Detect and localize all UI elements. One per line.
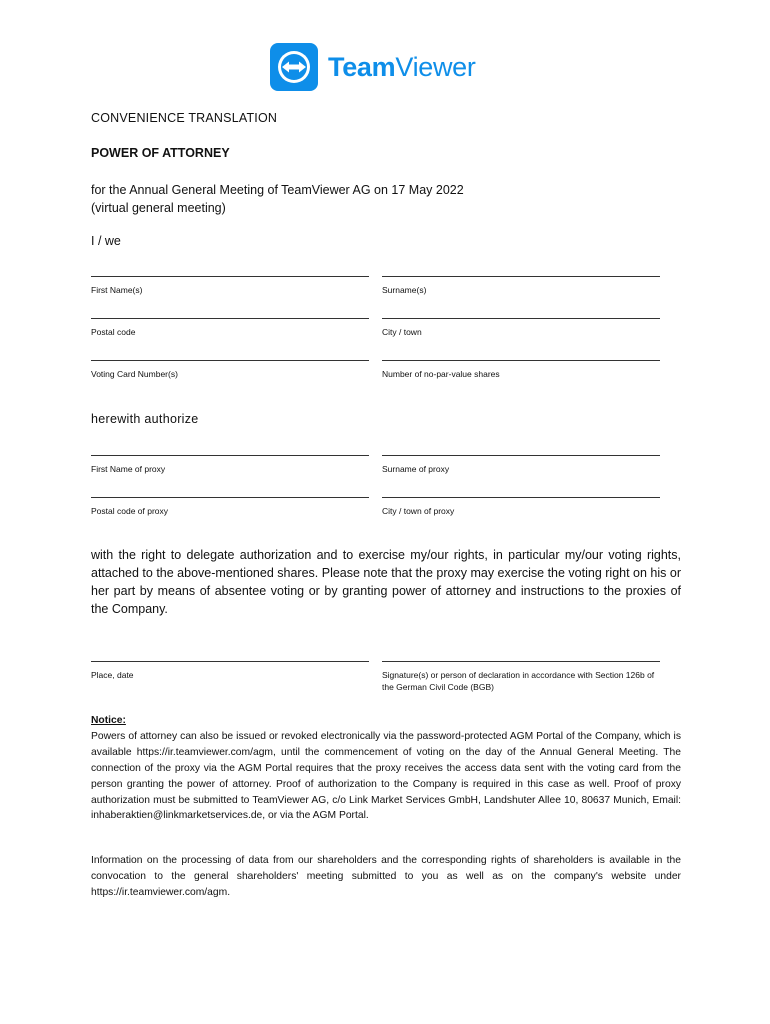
place-date-field[interactable]: Place, date	[91, 661, 369, 681]
proxy-surname-field[interactable]: Surname of proxy	[382, 455, 660, 475]
proxy-postal-code-field[interactable]: Postal code of proxy	[91, 497, 369, 517]
notice-body: Powers of attorney can also be issued or revoked electronically via the password-protected AGM Portal of the Company, which is available https://ir.teamviewer.com/agm, until the commencement of voting on the day of the Annual General Meeting. The connection of the proxy via the AGM Portal requires that the proxy receives the access data sent with the voting card from the person granting the power of attorney. Proof of authorization to the Company is required in this case as well. Proof of proxy authorization must be submitted to TeamViewer AG, c/o Link Market Services GmbH, Landshuter Allee 10, 80637 Munich, Email: inhaberaktien@linkmarketservices.de, or via the AGM Portal.	[91, 730, 681, 822]
i-we-label: I / we	[91, 234, 121, 248]
meeting-description: for the Annual General Meeting of TeamViewer AG on 17 May 2022 (virtual general meeting)	[91, 183, 464, 215]
proxy-city-field[interactable]: City / town of proxy	[382, 497, 660, 517]
teamviewer-wordmark: TeamViewer	[328, 51, 476, 82]
document-title: POWER OF ATTORNEY	[91, 146, 230, 160]
proxy-first-name-field[interactable]: First Name of proxy	[91, 455, 369, 475]
authorize-label: herewith authorize	[91, 412, 199, 426]
signature-field[interactable]: Signature(s) or person of declaration in accordance with Section 126b of the German Civil Code (BGB)	[382, 661, 660, 693]
voting-card-field[interactable]: Voting Card Number(s)	[91, 360, 369, 380]
rights-paragraph: with the right to delegate authorization and to exercise my/our rights, in particular my/our voting rights, attached to the above-mentioned shares. Please note that the proxy may exercise the voting right on his or her part by means of absentee voting or by granting power of attorney and instructions to the proxies of the Company.	[91, 548, 681, 616]
teamviewer-arrows-icon	[270, 43, 318, 91]
teamviewer-logo	[270, 43, 476, 91]
surname-field[interactable]: Surname(s)	[382, 276, 660, 296]
notice-heading: Notice:	[91, 715, 126, 726]
notice-section	[91, 713, 681, 824]
shares-field[interactable]: Number of no-par-value shares	[382, 360, 660, 380]
convenience-translation-label: CONVENIENCE TRANSLATION	[91, 111, 278, 125]
data-processing-info: Information on the processing of data from our shareholders and the corresponding rights of shareholders is available in the convocation to the general shareholders' meeting submitted to you as well as on the company's website under https://ir.teamviewer.com/agm.	[91, 855, 681, 898]
first-name-field[interactable]: First Name(s)	[91, 276, 369, 296]
postal-code-field[interactable]: Postal code	[91, 318, 369, 338]
city-field[interactable]: City / town	[382, 318, 660, 338]
